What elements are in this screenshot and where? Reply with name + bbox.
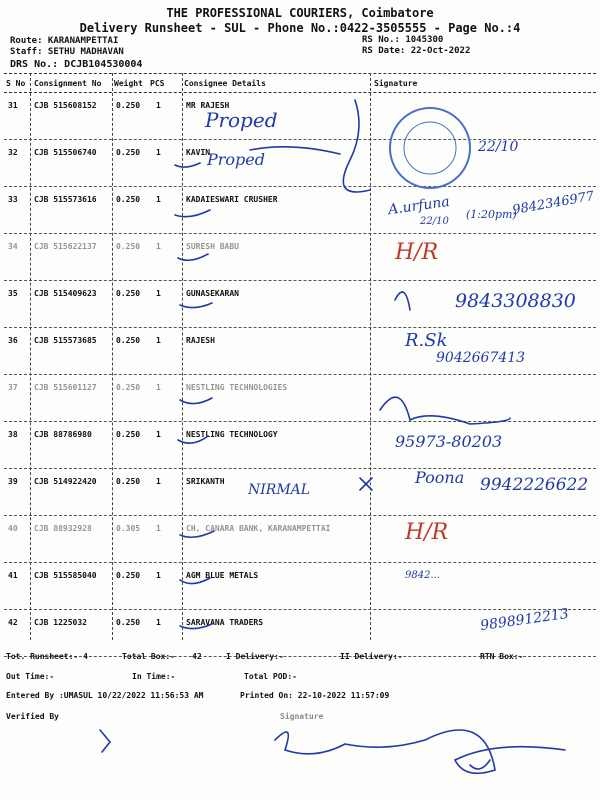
pen-stroke: [343, 100, 370, 192]
row-consignee: NESTLING TECHNOLOGY: [186, 430, 278, 439]
pen-stroke: [180, 531, 214, 537]
handwritten-phone: 9898912213: [479, 605, 570, 635]
handwritten-sign: Poona: [415, 468, 465, 487]
row-consignee: NESTLING TECHNOLOGIES: [186, 383, 288, 392]
handwritten-hr: H/R: [405, 520, 449, 545]
pen-stroke: [175, 210, 210, 217]
row-consignment: CJB 515585040: [34, 571, 97, 580]
row-consignment: CJB 515573685: [34, 336, 97, 345]
total-box-value: 42: [192, 652, 202, 661]
row-weight: 0.305: [116, 524, 141, 533]
pen-stroke: [380, 397, 510, 424]
drs-label: DRS No.: DCJB104530004: [10, 59, 143, 70]
row-weight: 0.250: [116, 383, 141, 392]
total-pod-label: Total POD:-: [244, 672, 297, 681]
row-consignee: SARAVANA TRADERS: [186, 618, 264, 627]
row-consignment: CJB 515409623: [34, 289, 97, 298]
row-consignee: SURESH BABU: [186, 242, 239, 251]
row-pcs: 1: [156, 477, 161, 486]
row-consignee: GUNASEKARAN: [186, 289, 239, 298]
row-sno: 31: [8, 101, 18, 110]
row-weight: 0.250: [116, 242, 141, 251]
handwritten-sign: Proped: [207, 150, 265, 169]
row-weight: 0.250: [116, 618, 141, 627]
row-consignment: CJB 515506740: [34, 148, 97, 157]
row-sno: 36: [8, 336, 18, 345]
handwritten-phone: 9942226622: [480, 475, 589, 495]
row-consignment: CJB 514922420: [34, 477, 97, 486]
row-sno: 40: [8, 524, 18, 533]
pen-stroke: [180, 578, 210, 584]
handwritten-hr: H/R: [395, 240, 439, 265]
route-label: Route: KARANAMPETTAI: [10, 36, 119, 46]
runsheet-subtitle: Delivery Runsheet - SUL - Phone No.:0422-3505555 - Page No.:4: [79, 21, 521, 35]
row-pcs: 1: [156, 524, 161, 533]
handwritten-phone: 95973-80203: [395, 432, 503, 451]
second-delivery-label: II Delivery:-: [340, 652, 403, 661]
first-delivery-label: I Delivery:-: [226, 652, 284, 661]
handwritten-name: NIRMAL: [248, 482, 311, 498]
row-sno: 34: [8, 242, 18, 251]
row-consignee: MR RAJESH: [186, 101, 230, 110]
col-consignee: Consignee Details: [184, 79, 266, 88]
col-consignment: Consignment No: [34, 79, 102, 88]
pen-stroke: [178, 254, 208, 260]
row-consignment: CJB 515622137: [34, 242, 97, 251]
row-consignment: CJB 515573616: [34, 195, 97, 204]
row-weight: 0.250: [116, 148, 141, 157]
printed-on: Printed On: 22-10-2022 11:57:09: [240, 691, 390, 700]
row-weight: 0.250: [116, 430, 141, 439]
row-pcs: 1: [156, 242, 161, 251]
row-pcs: 1: [156, 571, 161, 580]
row-consignment: CJB 515608152: [34, 101, 97, 110]
row-sno: 39: [8, 477, 18, 486]
row-sno: 32: [8, 148, 18, 157]
row-consignee: AGM BLUE METALS: [186, 571, 259, 580]
row-pcs: 1: [156, 336, 161, 345]
row-weight: 0.250: [116, 336, 141, 345]
pen-stroke: [360, 478, 372, 490]
stamp-inner-ring: [404, 122, 456, 174]
row-pcs: 1: [156, 195, 161, 204]
handwritten-time: (1:20pm): [466, 208, 517, 221]
staff-label: Staff: SETHU MADHAVAN: [10, 47, 124, 57]
handwritten-phone: 9842346977: [511, 188, 596, 219]
total-box-label: Total Box:-: [122, 652, 175, 661]
pen-stroke: [100, 730, 110, 752]
pen-stroke: [275, 730, 565, 773]
stamp-outer-ring: [390, 108, 470, 188]
company-title: THE PROFESSIONAL COURIERS, Coimbatore: [166, 6, 434, 20]
handwritten-phone: 9843308830: [455, 290, 576, 312]
pen-stroke: [395, 292, 410, 310]
row-pcs: 1: [156, 430, 161, 439]
company-stamp: [390, 108, 470, 188]
col-pcs: PCS: [150, 79, 165, 88]
handwritten-date: 22/10: [478, 139, 519, 155]
pen-stroke: [178, 436, 208, 443]
row-consignee: CH, CANARA BANK, KARANAMPETTAI: [186, 524, 331, 533]
row-consignment: CJB 1225032: [34, 618, 87, 627]
handwritten-phone: 9842...: [405, 570, 440, 581]
signatures-label: Signature: [280, 712, 324, 721]
row-consignment: CJB 88932928: [34, 524, 92, 533]
col-weight: Weight: [114, 79, 143, 88]
pen-stroke: [470, 760, 490, 769]
row-pcs: 1: [156, 101, 161, 110]
handwritten-sign: A.urfuna: [387, 193, 451, 219]
row-sno: 41: [8, 571, 18, 580]
rtn-box-label: RTN Box:-: [480, 652, 524, 661]
row-consignee: RAJESH: [186, 336, 215, 345]
rs-no-label: RS No.: 1045300: [362, 35, 444, 45]
handwritten-phone: 9042667413: [436, 350, 526, 366]
row-sno: 33: [8, 195, 18, 204]
row-sno: 38: [8, 430, 18, 439]
row-consignment: CJB 515601127: [34, 383, 97, 392]
row-weight: 0.250: [116, 289, 141, 298]
row-sno: 35: [8, 289, 18, 298]
row-consignment: CJB 88786980: [34, 430, 92, 439]
row-consignee: KAVIN: [186, 148, 211, 157]
row-sno: 37: [8, 383, 18, 392]
entered-by: Entered By :UMASUL 10/22/2022 11:56:53 AM: [6, 691, 204, 700]
tot-runsheet: Tot. Runsheet:- 4: [6, 652, 88, 661]
row-pcs: 1: [156, 289, 161, 298]
handwritten-sign: R.Sk: [405, 330, 448, 351]
rs-date-label: RS Date: 22-Oct-2022: [362, 46, 471, 56]
pen-stroke: [175, 163, 200, 167]
handwritten-date: 22/10: [420, 216, 449, 227]
col-signature: Signature: [374, 79, 418, 88]
out-time-label: Out Time:-: [6, 672, 55, 681]
row-weight: 0.250: [116, 101, 141, 110]
row-consignee: SRIKANTH: [186, 477, 225, 486]
row-sno: 42: [8, 618, 18, 627]
row-pcs: 1: [156, 383, 161, 392]
row-pcs: 1: [156, 148, 161, 157]
pen-stroke: [180, 624, 212, 629]
verified-by: Verified By: [6, 712, 59, 721]
pen-stroke: [180, 303, 212, 308]
handwritten-sign: Proped: [205, 108, 278, 132]
row-consignee: KADAIESWARI CRUSHER: [186, 195, 278, 204]
pen-stroke: [180, 398, 212, 404]
row-pcs: 1: [156, 618, 161, 627]
row-weight: 0.250: [116, 477, 141, 486]
row-weight: 0.250: [116, 571, 141, 580]
col-sno: S No: [6, 79, 26, 88]
in-time-label: In Time:-: [132, 672, 176, 681]
row-weight: 0.250: [116, 195, 141, 204]
